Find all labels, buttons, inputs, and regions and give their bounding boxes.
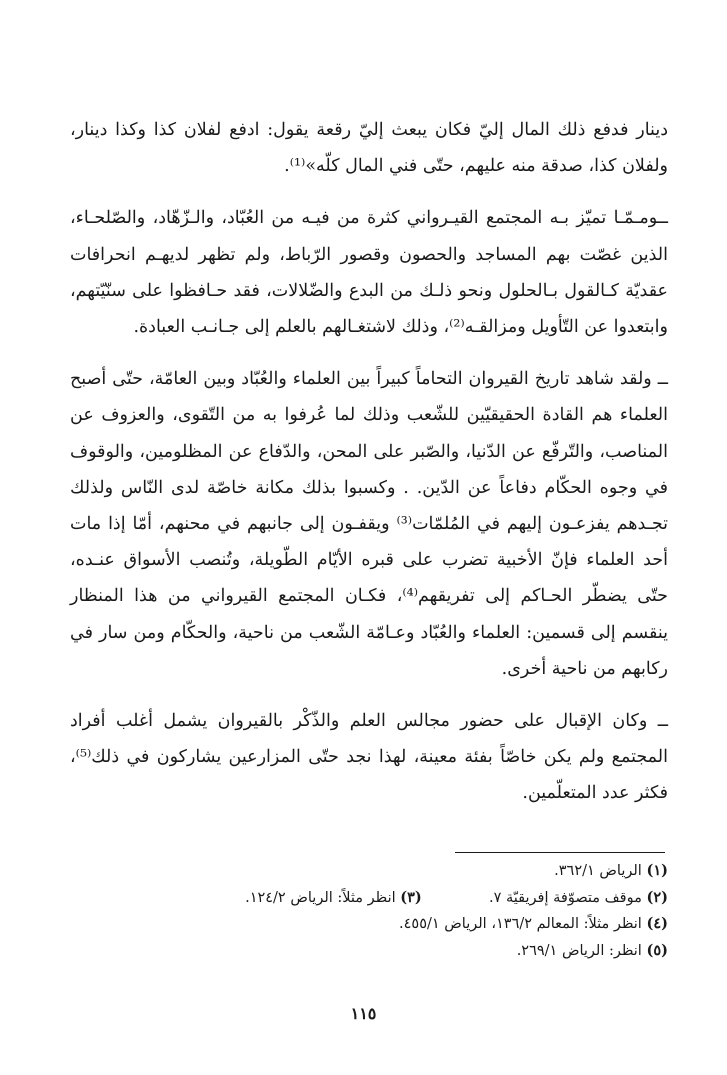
paragraph-2: ــومـمّـا تميّز بـه المجتمع القيـرواني كثرة من فيـه من العُبّاد، والـزّهّاد، والصّلحـاء، الذين غصّت بهم المساجد والحصون وقصور الرّباط، ولم تظهر لديهـم انحرافات عقديّة كـالقول بـالحلول ونحو ذلـك من البدع والضّلالات، فقد حـافظوا على سنّيّتهم، وابتعدوا عن التّأويل ومزالقـه⁽²⁾، وذلك لاشتغـالهم بالعلم إلى جـانـب العبادة.: [70, 208, 668, 338]
footnote-5: [70, 938, 668, 965]
footnote-number: (٥): [646, 941, 668, 959]
footnotes: [70, 858, 668, 964]
footnote-number: (٣): [400, 888, 422, 906]
footnote-text: موقف متصوّفة إفريقيّة ٧.: [489, 889, 642, 906]
footnote-text: الرياض ٣٦٢/١.: [554, 863, 642, 879]
paragraph-3: ــ ولقد شاهد تاريخ القيروان التحاماً كبيراً بين العلماء والعُبّاد وبين العامّة، حتّى أصبح العلماء هم القادة الحقيقيّين للشّعب وذلك لما عُرفوا به من التّقوى، والعزوف عن المناصب، والتّرفّع عن الدّنيا، والصّبر على المحن، والدّفاع عن المظلومين، والوقوف في وجوه الحكّام دفاعاً عن الدّين. . وكسبوا بذلك مكانة خاصّة لدى النّاس ولذلك تجـدهم يفزعـون إليهم في المُلمّات⁽³⁾ ويقفـون إلى جانبهم في محنهم، أمّا إذا مات أحد العلماء فإنّ الأخبية تضرب على قبره الأيّام الطّويلة، وتُنصب الأسواق عنـده، حتّى يضطّر الحـاكم إلى تفريقهم⁽⁴⁾، فكـان المجتمع القيرواني من هذا المنظار ينقسم إلى قسمين: العلماء والعُبّاد وعـامّة الشّعب من ناحية، والحكّام ومن سار في ركابهم من ناحية أخرى.: [70, 369, 668, 679]
footnote-row-2-3: [70, 885, 668, 912]
footnote-number: (٢): [646, 888, 668, 906]
footnote-text: انظر مثلاً: المعالم ١٣٦/٢، الرياض ٤٥٥/١.: [399, 916, 642, 932]
paragraph-4: ــ وكان الإقبال على حضور مجالس العلم والذّكْر بالقيروان يشمل أغلب أفراد المجتمع ولم يكن خاصّاً بفئة معينة، لهذا نجد حتّى المزارعين يشاركون في ذلك⁽⁵⁾، فكثر عدد المتعلّمين.: [70, 711, 668, 804]
footnote-text: انظر: الرياض ٢٦٩/١.: [516, 942, 642, 959]
footnote-divider: [455, 852, 665, 853]
page-number: ١١٥: [350, 1004, 377, 1023]
footnote-4: [70, 911, 668, 938]
paragraph-1: دينار فدفع ذلك المال إليّ فكان يبعث إليّ رقعة يقول: ادفع لفلان كذا وكذا دينار، ولفلان كذا، صدقة منه عليهم، حتّى فني المال كلّه»⁽¹⁾.: [70, 120, 668, 177]
footnote-1: [70, 858, 668, 885]
footnote-number: (١): [646, 862, 668, 879]
footnote-text: انظر مثلاً: الرياض ١٢٤/٢.: [245, 889, 396, 906]
footnote-number: (٤): [646, 915, 668, 932]
body-text: [70, 112, 668, 812]
